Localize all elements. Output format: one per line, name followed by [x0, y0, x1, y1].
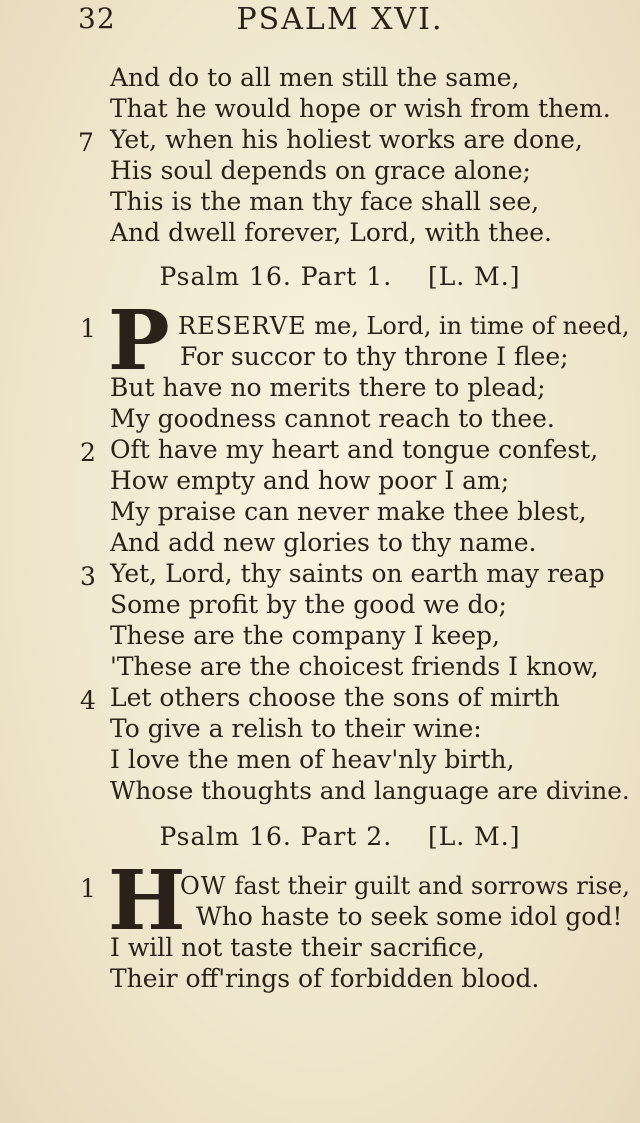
verse-line: Let others choose the sons of mirth — [110, 683, 560, 712]
verse-line: Who haste to seek some idol god! — [196, 902, 623, 931]
continuation-line-4: His soul depends on grace alone; — [110, 156, 531, 185]
drop-cap-letter: P — [108, 293, 170, 389]
verse-line: Their off'rings of forbidden blood. — [110, 964, 540, 993]
verse-number: 1 — [80, 314, 96, 343]
verse-line — [178, 311, 629, 341]
verse-line: I will not taste their sacrifice, — [110, 933, 485, 962]
verse-line: Whose thoughts and language are divine. — [110, 776, 630, 805]
continuation-line-1: And do to all men still the same, — [110, 63, 520, 92]
verse-line: And add new glories to thy name. — [110, 528, 537, 557]
verse-line: To give a relish to their wine: — [110, 714, 482, 743]
page-header — [0, 0, 640, 44]
verse-line: Some profit by the good we do; — [110, 590, 507, 619]
verse-line-text: me, Lord, in time of need, — [314, 312, 630, 340]
part-2-meter: [L. M.] — [427, 822, 521, 851]
verse-line: How empty and how poor I am; — [110, 466, 510, 495]
continuation-line-3: Yet, when his holiest works are done, — [110, 125, 583, 154]
verse-line: 'These are the choicest friends I know, — [110, 652, 599, 681]
verse-line — [180, 871, 630, 901]
verse-number: 3 — [80, 562, 96, 591]
verse-number: 7 — [78, 128, 94, 157]
page-number: 32 — [78, 2, 116, 35]
verse-line: I love the men of heav'nly birth, — [110, 745, 515, 774]
verse-line: These are the company I keep, — [110, 621, 500, 650]
verse-line: Yet, Lord, thy saints on earth may reap — [110, 559, 605, 588]
verse-line-text: fast their guilt and sorrows rise, — [234, 872, 630, 900]
continuation-line-2: That he would hope or wish from them. — [110, 94, 611, 123]
first-word-rest: OW — [180, 872, 227, 900]
verse-line: But have no merits there to plead; — [110, 373, 546, 402]
verse-line: My praise can never make thee blest, — [110, 497, 587, 526]
verse-line: For succor to thy throne I flee; — [180, 342, 569, 371]
part-1-meter: [L. M.] — [427, 262, 521, 291]
continuation-line-6: And dwell forever, Lord, with thee. — [110, 218, 552, 247]
section-title-part-1 — [0, 262, 640, 291]
part-1-title: Psalm 16. Part 1. — [159, 262, 393, 291]
continuation-line-5: This is the man thy face shall see, — [110, 187, 540, 216]
running-head: PSALM XVI. — [236, 2, 444, 37]
verse-number: 2 — [80, 438, 96, 467]
drop-cap-letter: H — [108, 853, 186, 949]
first-word-rest: RESERVE — [178, 312, 307, 340]
verse-line: My goodness cannot reach to thee. — [110, 404, 555, 433]
verse-line: Oft have my heart and tongue confest, — [110, 435, 599, 464]
section-title-part-2 — [0, 822, 640, 851]
part-2-title: Psalm 16. Part 2. — [159, 822, 393, 851]
verse-number: 4 — [80, 686, 96, 715]
verse-number: 1 — [80, 874, 96, 903]
